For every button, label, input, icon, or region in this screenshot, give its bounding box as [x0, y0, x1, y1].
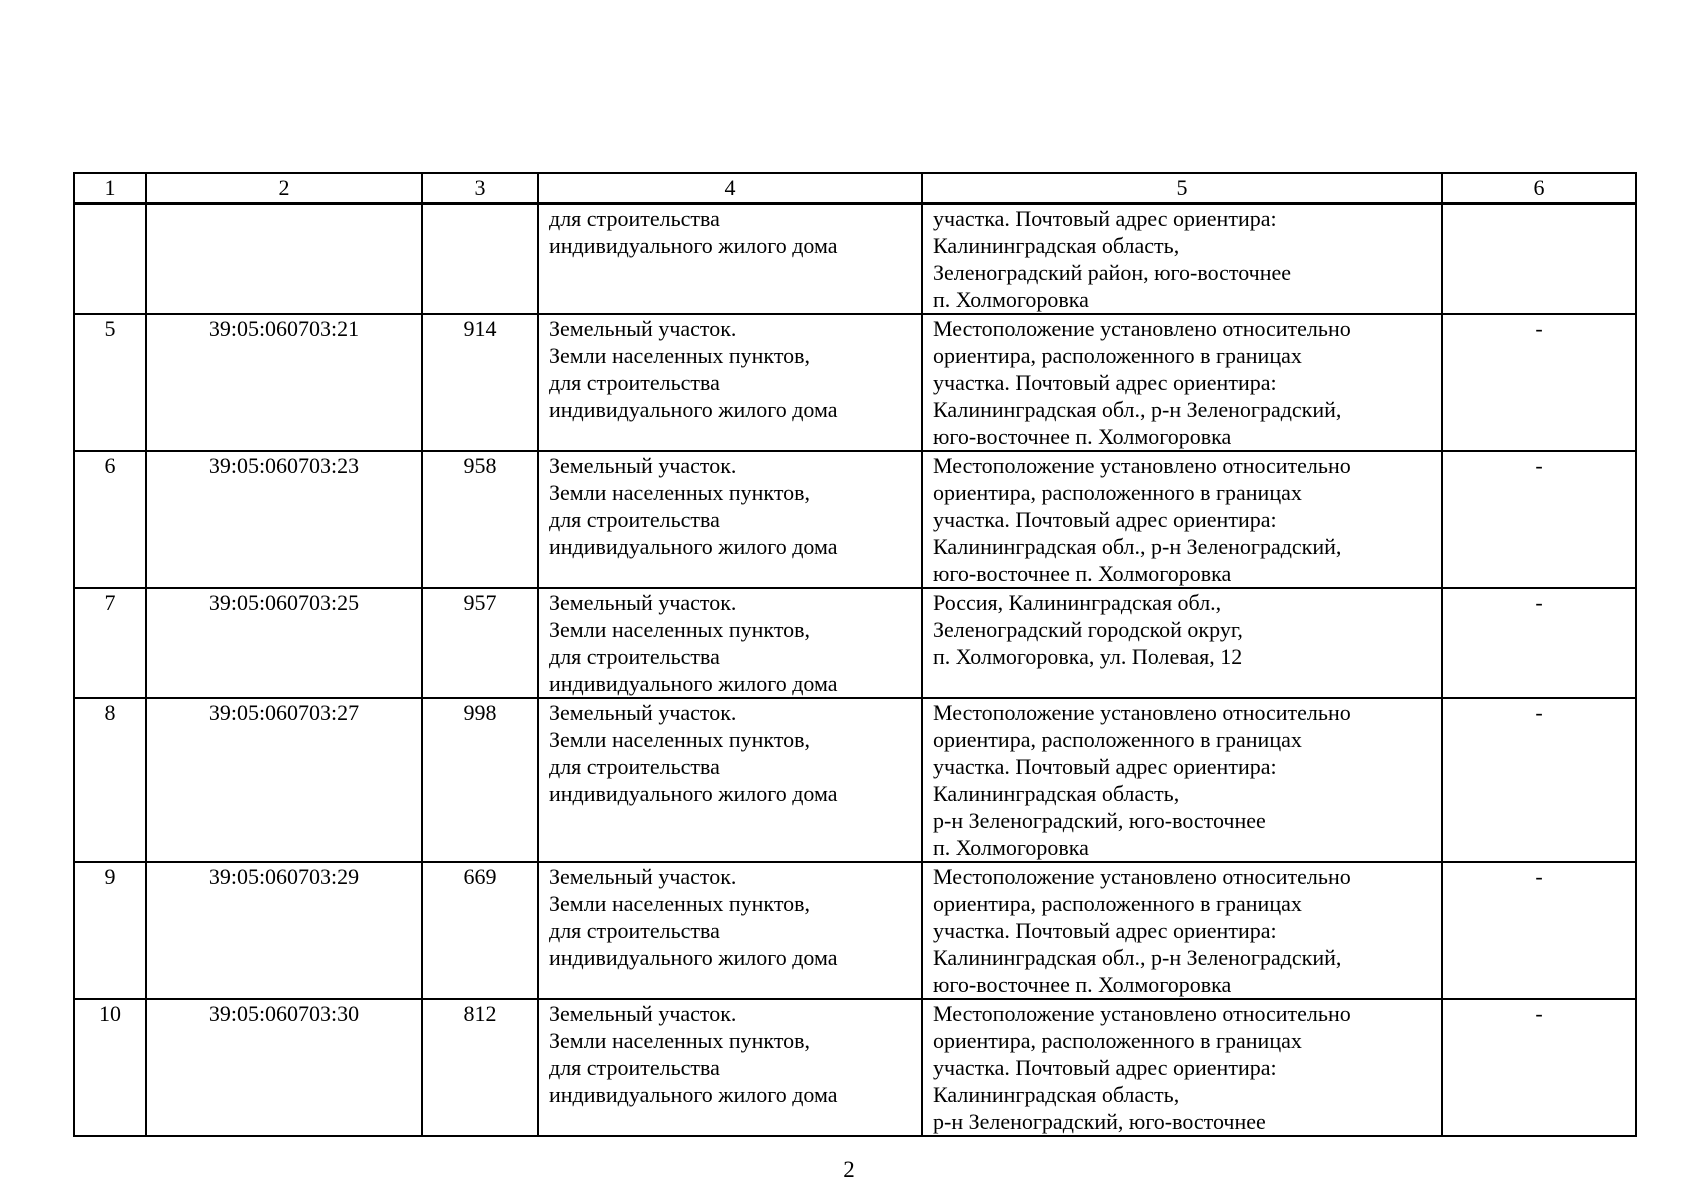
land-plots-table — [73, 172, 1637, 1137]
location-cell-line: Местоположение установлено относительно — [933, 453, 1351, 478]
description-cell — [538, 204, 922, 315]
note-cell: - — [1442, 314, 1636, 451]
location-cell-line: Местоположение установлено относительно — [933, 1001, 1351, 1026]
description-cell — [538, 588, 922, 698]
location-cell-line: Калининградская обл., р-н Зеленоградский, — [933, 945, 1342, 970]
location-cell-line: Местоположение установлено относительно — [933, 700, 1351, 725]
column-header-5: 5 — [922, 173, 1442, 204]
description-cell-line: Земли населенных пунктов, — [549, 617, 811, 642]
location-cell — [922, 314, 1442, 451]
location-cell-line: юго-восточнее п. Холмогоровка — [933, 561, 1232, 586]
description-cell-line: Земли населенных пунктов, — [549, 1028, 811, 1053]
location-cell-line: участка. Почтовый адрес ориентира: — [933, 1055, 1277, 1080]
description-cell-line: для строительства — [549, 206, 720, 231]
row-number-cell: 10 — [74, 999, 146, 1136]
description-cell-line: для строительства — [549, 918, 720, 943]
location-cell — [922, 588, 1442, 698]
cadastral-number-cell: 39:05:060703:29 — [146, 862, 422, 999]
description-cell-line: Земельный участок. — [549, 700, 737, 725]
table-row — [74, 698, 1636, 862]
description-cell-line: Земли населенных пунктов, — [549, 480, 811, 505]
note-cell: - — [1442, 862, 1636, 999]
location-cell — [922, 204, 1442, 315]
description-cell — [538, 314, 922, 451]
location-cell — [922, 698, 1442, 862]
location-cell-line: ориентира, расположенного в границах — [933, 480, 1302, 505]
location-cell-line: Россия, Калининградская обл., — [933, 590, 1222, 615]
description-cell-line: Земельный участок. — [549, 316, 737, 341]
table-row — [74, 314, 1636, 451]
location-cell-line: ориентира, расположенного в границах — [933, 891, 1302, 916]
area-cell: 914 — [422, 314, 538, 451]
description-cell-line: для строительства — [549, 1055, 720, 1080]
location-cell-line: ориентира, расположенного в границах — [933, 343, 1302, 368]
table-row — [74, 588, 1636, 698]
description-cell — [538, 862, 922, 999]
cadastral-number-cell — [146, 204, 422, 315]
page-number: 2 — [843, 1157, 855, 1182]
area-cell: 958 — [422, 451, 538, 588]
row-number-cell — [74, 204, 146, 315]
column-header-1: 1 — [74, 173, 146, 204]
row-number-cell: 6 — [74, 451, 146, 588]
area-cell: 957 — [422, 588, 538, 698]
description-cell-line: для строительства — [549, 644, 720, 669]
description-cell-line: Земельный участок. — [549, 1001, 737, 1026]
location-cell-line: п. Холмогоровка — [933, 287, 1089, 312]
location-cell-line: Калининградская область, — [933, 1082, 1180, 1107]
note-cell: - — [1442, 999, 1636, 1136]
description-cell-line: для строительства — [549, 370, 720, 395]
location-cell-line: Зеленоградский район, юго-восточнее — [933, 260, 1292, 285]
location-cell — [922, 862, 1442, 999]
area-cell — [422, 204, 538, 315]
column-header-2: 2 — [146, 173, 422, 204]
description-cell-line: Земли населенных пунктов, — [549, 343, 811, 368]
note-cell — [1442, 204, 1636, 315]
column-header-3: 3 — [422, 173, 538, 204]
header-row — [74, 173, 1636, 204]
note-cell: - — [1442, 588, 1636, 698]
row-number-cell: 9 — [74, 862, 146, 999]
row-number-cell: 5 — [74, 314, 146, 451]
location-cell-line: юго-восточнее п. Холмогоровка — [933, 424, 1232, 449]
table-row — [74, 451, 1636, 588]
note-cell: - — [1442, 698, 1636, 862]
cadastral-number-cell: 39:05:060703:27 — [146, 698, 422, 862]
location-cell-line: участка. Почтовый адрес ориентира: — [933, 918, 1277, 943]
location-cell-line: юго-восточнее п. Холмогоровка — [933, 972, 1232, 997]
cadastral-number-cell: 39:05:060703:21 — [146, 314, 422, 451]
table-body — [74, 204, 1636, 1137]
description-cell-line: индивидуального жилого дома — [549, 945, 838, 970]
location-cell-line: п. Холмогоровка, ул. Полевая, 12 — [933, 644, 1243, 669]
location-cell-line: участка. Почтовый адрес ориентира: — [933, 206, 1277, 231]
description-cell-line: индивидуального жилого дома — [549, 671, 838, 696]
location-cell-line: ориентира, расположенного в границах — [933, 1028, 1302, 1053]
area-cell: 812 — [422, 999, 538, 1136]
note-cell: - — [1442, 451, 1636, 588]
description-cell — [538, 451, 922, 588]
location-cell-line: п. Холмогоровка — [933, 835, 1089, 860]
description-cell-line: индивидуального жилого дома — [549, 397, 838, 422]
location-cell-line: Местоположение установлено относительно — [933, 864, 1351, 889]
row-number-cell: 7 — [74, 588, 146, 698]
location-cell-line: Калининградская обл., р-н Зеленоградский, — [933, 397, 1342, 422]
location-cell-line: Калининградская область, — [933, 781, 1180, 806]
area-cell: 998 — [422, 698, 538, 862]
location-cell-line: Калининградская обл., р-н Зеленоградский, — [933, 534, 1342, 559]
location-cell-line: Калининградская область, — [933, 233, 1180, 258]
table-row — [74, 999, 1636, 1136]
location-cell-line: Местоположение установлено относительно — [933, 316, 1351, 341]
description-cell — [538, 999, 922, 1136]
description-cell-line: Земли населенных пунктов, — [549, 727, 811, 752]
description-cell-line: индивидуального жилого дома — [549, 781, 838, 806]
description-cell-line: Земли населенных пунктов, — [549, 891, 811, 916]
area-cell: 669 — [422, 862, 538, 999]
description-cell — [538, 698, 922, 862]
cadastral-number-cell: 39:05:060703:23 — [146, 451, 422, 588]
table-row — [74, 204, 1636, 315]
row-number-cell: 8 — [74, 698, 146, 862]
location-cell-line: участка. Почтовый адрес ориентира: — [933, 754, 1277, 779]
description-cell-line: для строительства — [549, 754, 720, 779]
location-cell-line: Зеленоградский городской округ, — [933, 617, 1243, 642]
description-cell-line: индивидуального жилого дома — [549, 1082, 838, 1107]
location-cell-line: р-н Зеленоградский, юго-восточнее — [933, 1109, 1266, 1134]
location-cell-line: р-н Зеленоградский, юго-восточнее — [933, 808, 1266, 833]
location-cell — [922, 451, 1442, 588]
description-cell-line: Земельный участок. — [549, 453, 737, 478]
location-cell — [922, 999, 1442, 1136]
cadastral-number-cell: 39:05:060703:30 — [146, 999, 422, 1136]
location-cell-line: участка. Почтовый адрес ориентира: — [933, 370, 1277, 395]
cadastral-number-cell: 39:05:060703:25 — [146, 588, 422, 698]
column-header-4: 4 — [538, 173, 922, 204]
location-cell-line: участка. Почтовый адрес ориентира: — [933, 507, 1277, 532]
column-header-6: 6 — [1442, 173, 1636, 204]
description-cell-line: индивидуального жилого дома — [549, 534, 838, 559]
table-row — [74, 862, 1636, 999]
description-cell-line: Земельный участок. — [549, 864, 737, 889]
description-cell-line: для строительства — [549, 507, 720, 532]
table-header — [74, 173, 1636, 204]
description-cell-line: Земельный участок. — [549, 590, 737, 615]
description-cell-line: индивидуального жилого дома — [549, 233, 838, 258]
location-cell-line: ориентира, расположенного в границах — [933, 727, 1302, 752]
